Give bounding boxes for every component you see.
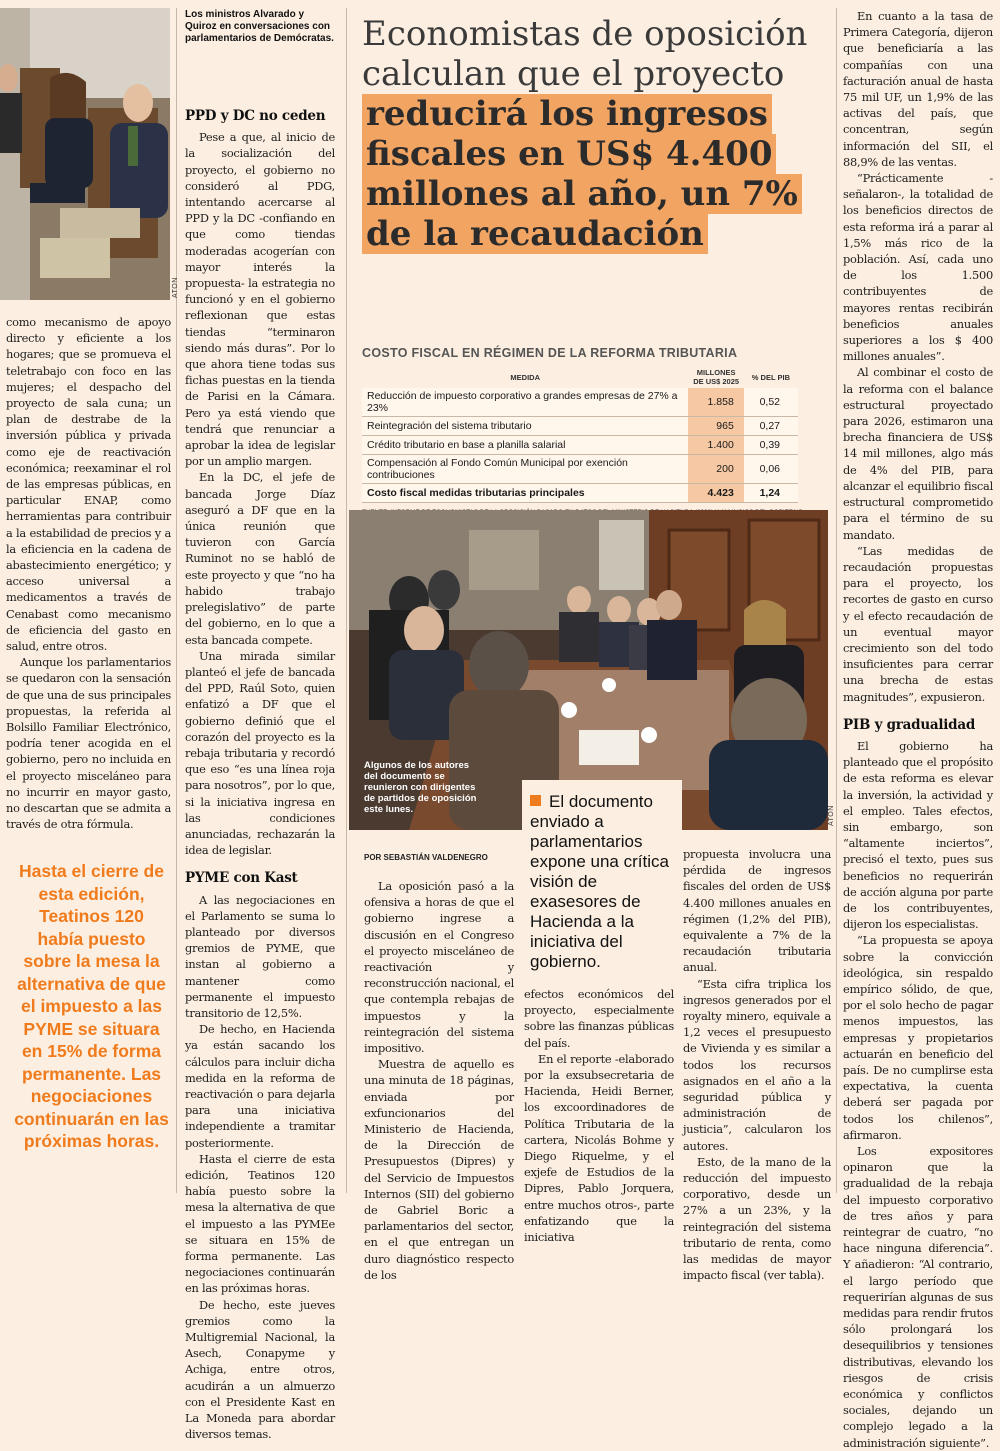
col2-body bbox=[185, 108, 335, 1442]
table-cell: Compensación al Fondo Común Municipal por exención contribuciones bbox=[362, 455, 688, 484]
paragraph: En cuanto a la tasa de Primera Categoría, dijeron que beneficiaría a las compañías con una facturación anual de hasta 75 mil UF, un 1,9% de las activas del país, que concentran, según información del SII, el 88,9% de las ventas. bbox=[843, 9, 993, 169]
highlight-quote: Hasta el cierre de esta edición, Teatinos 120 había puesto sobre la mesa la alternativa de que el impuesto a las PYME se situara en 15% de forma permanente. Las negociaciones continuarán en las próximas horas. bbox=[14, 861, 169, 1151]
subhead-pib: PIB y gradualidad bbox=[843, 716, 976, 733]
paragraph: Los expositores opinaron que la gradualidad de la rebaja del impuesto corporativo de tres años y para reintegrar de cuatro, “no hace ninguna diferencia”. Y añadieron: “Al contrario, el largo período que requerirían algunas de sus medidas para rendir frutos sólo prolongará los desequilibrios y tensiones distributivas, elevando los riesgos de crisis económica y conflictos sociales, dejando un complejo legado a la administración siguiente”. bbox=[843, 1144, 993, 1450]
paragraph: “Esta cifra triplica los ingresos generados por el royalty minero, equivale a 1,2 veces el presupuesto de Vivienda y es similar a todos los recursos asignados en el año a la seguridad pública y administración de justicia”, calcularon los autores. bbox=[683, 976, 831, 1153]
table-total-row bbox=[362, 484, 798, 503]
paragraph: De hecho, este jueves gremios como la Multigremial Nacional, la Asech, Conapyme y Achiga, entre otros, acudirán a un almuerzo con el Presidente Kast en La Moneda para abordar diversos temas. bbox=[185, 1297, 335, 1442]
photo-credit: ATON bbox=[828, 805, 835, 826]
bullet-square-icon bbox=[530, 795, 541, 806]
paragraph: Muestra de aquello es una minuta de 18 páginas, enviada por exfuncionarios del Ministerio de Hacienda, de la Dirección de Presupuestos (Dipres) y del Servicio de Impuestos Internos (SII) del gobierno de Gabriel Boric a parlamentarios del sector, en el que entregan un duro diagnóstico respecto de los bbox=[364, 1057, 514, 1282]
table-row bbox=[362, 388, 798, 417]
table-row bbox=[362, 455, 798, 484]
table-cell: Costo fiscal medidas tributarias principales bbox=[362, 484, 688, 503]
paragraph: En el reporte -elaborado por la exsubsecretaria de Hacienda, Heidi Berner, los excoordinadores de Política Tributaria de la cartera, Nicolás Bohme y Diego Riquelme, y el exjefe de Estudios de la Dipres, Pablo Jorquera, entre muchos otros-, parte enfatizando que la iniciativa bbox=[524, 1051, 674, 1245]
table-cell: Reintegración del sistema tributario bbox=[362, 417, 688, 436]
paragraph: “Prácticamente -señalaron-, la totalidad de los beneficios directos de esta reforma irá a parar al 1,5% más rico de la población. Así, cada uno de los 1.500 contribuyentes de mayores rentas recibirán beneficios anuales superiores a los $ 400 millones anuales”. bbox=[843, 171, 993, 364]
paragraph: propuesta involucra una pérdida de ingresos fiscales del orden de US$ 4.400 millones anuales en régimen (1,2% del PIB), equivalente a 7% de la recaudación tributaria anual. bbox=[683, 847, 831, 975]
paragraph: Una mirada similar planteó el jefe de bancada del PPD, Raúl Soto, quien enfatizó a DF que el gobierno definió que el corazón del proyecto es la rebaja tributaria y recordó que eso “es una línea roja para nosotros”, por lo que, si la iniciativa ingresa en las condiciones anunciadas, rechazarán la idea de legislar. bbox=[185, 648, 335, 858]
paragraph: efectos económicos del proyecto, especialmente sobre las finanzas públicas del país. bbox=[524, 987, 674, 1050]
ministers-photo bbox=[0, 8, 170, 300]
paragraph: En la DC, el jefe de bancada Jorge Díaz aseguró a DF que en la única reunión que tuvieron con García Ruminot no se habló de este proyecto y que “no ha habido trabajo prelegislativo” de parte del gobierno, en lo que a esta bancada compete. bbox=[185, 470, 335, 647]
subhead-ppd-dc: PPD y DC no ceden bbox=[185, 108, 326, 124]
table-cell: 0,39 bbox=[744, 436, 798, 455]
col5-body bbox=[683, 846, 831, 1283]
table-title: COSTO FISCAL EN RÉGIMEN DE LA REFORMA TRIBUTARIA bbox=[362, 346, 738, 360]
paragraph: La oposición pasó a la ofensiva a horas de que el gobierno ingrese a discusión en el Congreso el proyecto misceláneo de reactivación y reconstrucción nacional, el que contempla rebajas de impuestos y la reintegración del sistema impositivo. bbox=[364, 879, 514, 1056]
table-row bbox=[362, 436, 798, 455]
pullquote-text: El documento enviado a parlamentarios expone una crítica visión de exasesores de Hacienda a la iniciativa del gobierno. bbox=[530, 792, 669, 971]
table-row bbox=[362, 417, 798, 436]
photo-caption-main: Algunos de los autores del documento se reunieron con dirigentes de partidos de oposición este lunes. bbox=[364, 760, 477, 815]
pullquote bbox=[530, 792, 675, 972]
fiscal-cost-table-box bbox=[362, 346, 798, 516]
subhead-pyme: PYME con Kast bbox=[185, 870, 298, 887]
table-cell: 4.423 bbox=[688, 484, 743, 503]
col1-body bbox=[6, 314, 171, 833]
photo-credit: ATON bbox=[172, 277, 179, 298]
byline: POR SEBASTIÁN VALDENEGRO bbox=[364, 853, 488, 862]
table-cell: 1.400 bbox=[688, 436, 743, 455]
column-rule bbox=[836, 8, 837, 1193]
table-cell: 965 bbox=[688, 417, 743, 436]
column-rule bbox=[346, 8, 347, 1193]
paragraph: Al combinar el costo de la reforma con el balance estructural proyectado para 2026, estimaron una brecha financiera de US$ 14 mil millones, algo más de 4% del PIB, para alcanzar el equilibrio fiscal estructural comprometido para el término de su mandato. bbox=[843, 365, 993, 542]
headline bbox=[362, 14, 832, 254]
table-cell: 1.858 bbox=[688, 388, 743, 417]
paragraph: como mecanismo de apoyo directo y eficiente a los hogares; que se promueva el teletrabajo con foco en las mujeres; el despacho del proyecto de sala cuna; un plan de destrabe de la inversión pública y privada como eje de reactivación económica; reexaminar el rol de las empresas públicas, en particular ENAP, como herramientas para contribuir a la estabilidad de precios y a la eficiencia en la cadena de abastecimiento energético; y acceso universal a medicamentos a través de Cenabast como mecanismo de eficiencia del gasto en salud, entre otros. bbox=[6, 315, 171, 654]
paragraph: Esto, de la mano de la reducción del impuesto corporativo, desde un 27% a un 23%, y la reintegración del sistema tributario de renta, como las medidas de mayor impacto fiscal (ver tabla). bbox=[683, 1154, 831, 1283]
paragraph: “La propuesta se apoya sobre la convicción ideológica, sin respaldo empírico sólido, de que, por el solo hecho de pagar menos impuestos, las empresas y propietarios actuarán en beneficio del país. De no cumplirse esta expectativa, la cuenta deberá ser pagada por todos los chilenos”, afirmaron. bbox=[843, 933, 993, 1142]
table-cell: Reducción de impuesto corporativo a grandes empresas de 27% a 23% bbox=[362, 388, 688, 417]
table-header: MEDIDA bbox=[510, 372, 541, 382]
table-cell: 200 bbox=[688, 455, 743, 484]
table-cell: 0,27 bbox=[744, 417, 798, 436]
headline-highlight: reducirá los ingresos fiscales en US$ 4.400 millones al año, un 7% de la recaudación bbox=[362, 94, 802, 254]
table-header: % DEL PIB bbox=[751, 372, 790, 382]
table-cell: 0,06 bbox=[744, 455, 798, 484]
table-header: MILLONES DE US$ 2025 bbox=[693, 368, 740, 386]
photo-caption-top: Los ministros Alvarado y Quiroz en conversaciones con parlamentarios de Demócratas. bbox=[185, 9, 334, 44]
col6-body bbox=[843, 8, 993, 1451]
paragraph: Aunque los parlamentarios se quedaron con la sensación de que una de sus principales propuestas, la referida al Bolsillo Familiar Electrónico, podría tener acogida en el gobierno, pero no incluida en el proyecto misceláneo para no incurrir en mayor gasto, no descartan que se admita a través de otra fórmula. bbox=[6, 655, 171, 832]
paragraph: El gobierno ha planteado que el propósito de esta reforma es elevar la inversión, la actividad y el empleo. Tales efectos, sin embargo, son “altamente inciertos”, precisó el texto, pues sus beneficios no requerirán de acción alguna por parte de los contribuyentes, dijeron los especialistas. bbox=[843, 738, 993, 932]
paragraph: A las negociaciones en el Parlamento se suma lo planteado por diversos gremios de PYME, que instan al gobierno a mantener como permanente el impuesto transitorio de 12,5%. bbox=[185, 892, 335, 1020]
table-cell: 0,52 bbox=[744, 388, 798, 417]
headline-plain: Economistas de oposición calculan que el proyecto bbox=[362, 14, 808, 94]
column-rule bbox=[176, 8, 177, 1193]
table-cell: Crédito tributario en base a planilla salarial bbox=[362, 436, 688, 455]
table-cell: 1,24 bbox=[744, 484, 798, 503]
paragraph: “Las medidas de recaudación propuestas para el proyecto, los recortes de gasto en curso y el efecto recaudación de un eventual mayor crecimiento son del todo insuficientes para cerrar una brecha de estas magnitudes”, expusieron. bbox=[843, 543, 993, 704]
col3-body bbox=[364, 878, 514, 1283]
paragraph: De hecho, en Hacienda ya están sacando los cálculos para incluir dicha medida en la reforma de reactivación o para dejarla para una iniciativa independiente a tramitar posteriormente. bbox=[185, 1022, 335, 1150]
paragraph: Pese a que, al inicio de la socialización del proyecto, el gobierno no consideró al PDG, intentando acercarse al PPD y la DC -confiando en que como tiendas moderadas acogerían con mayor interés la propuesta- la estrategia no funcionó y en el gobierno reflexionan que estas tiendas “terminaron siendo más duras”. Por lo que ahora tiene todas sus fichas puestas en la tienda de Parisi en la Cámara. Pero ya está viendo que tendrá que renunciar a aprobar la idea de legislar por un amplio margen. bbox=[185, 130, 335, 469]
col4-body bbox=[524, 986, 674, 1245]
paragraph: Hasta el cierre de esta edición, Teatinos 120 había puesto sobre la mesa la alternativa de que el impuesto a las PYMEe se situara en 15% de forma permanente. Las negociaciones continuarán en las próximas horas. bbox=[185, 1151, 335, 1296]
fiscal-cost-table bbox=[362, 366, 798, 503]
